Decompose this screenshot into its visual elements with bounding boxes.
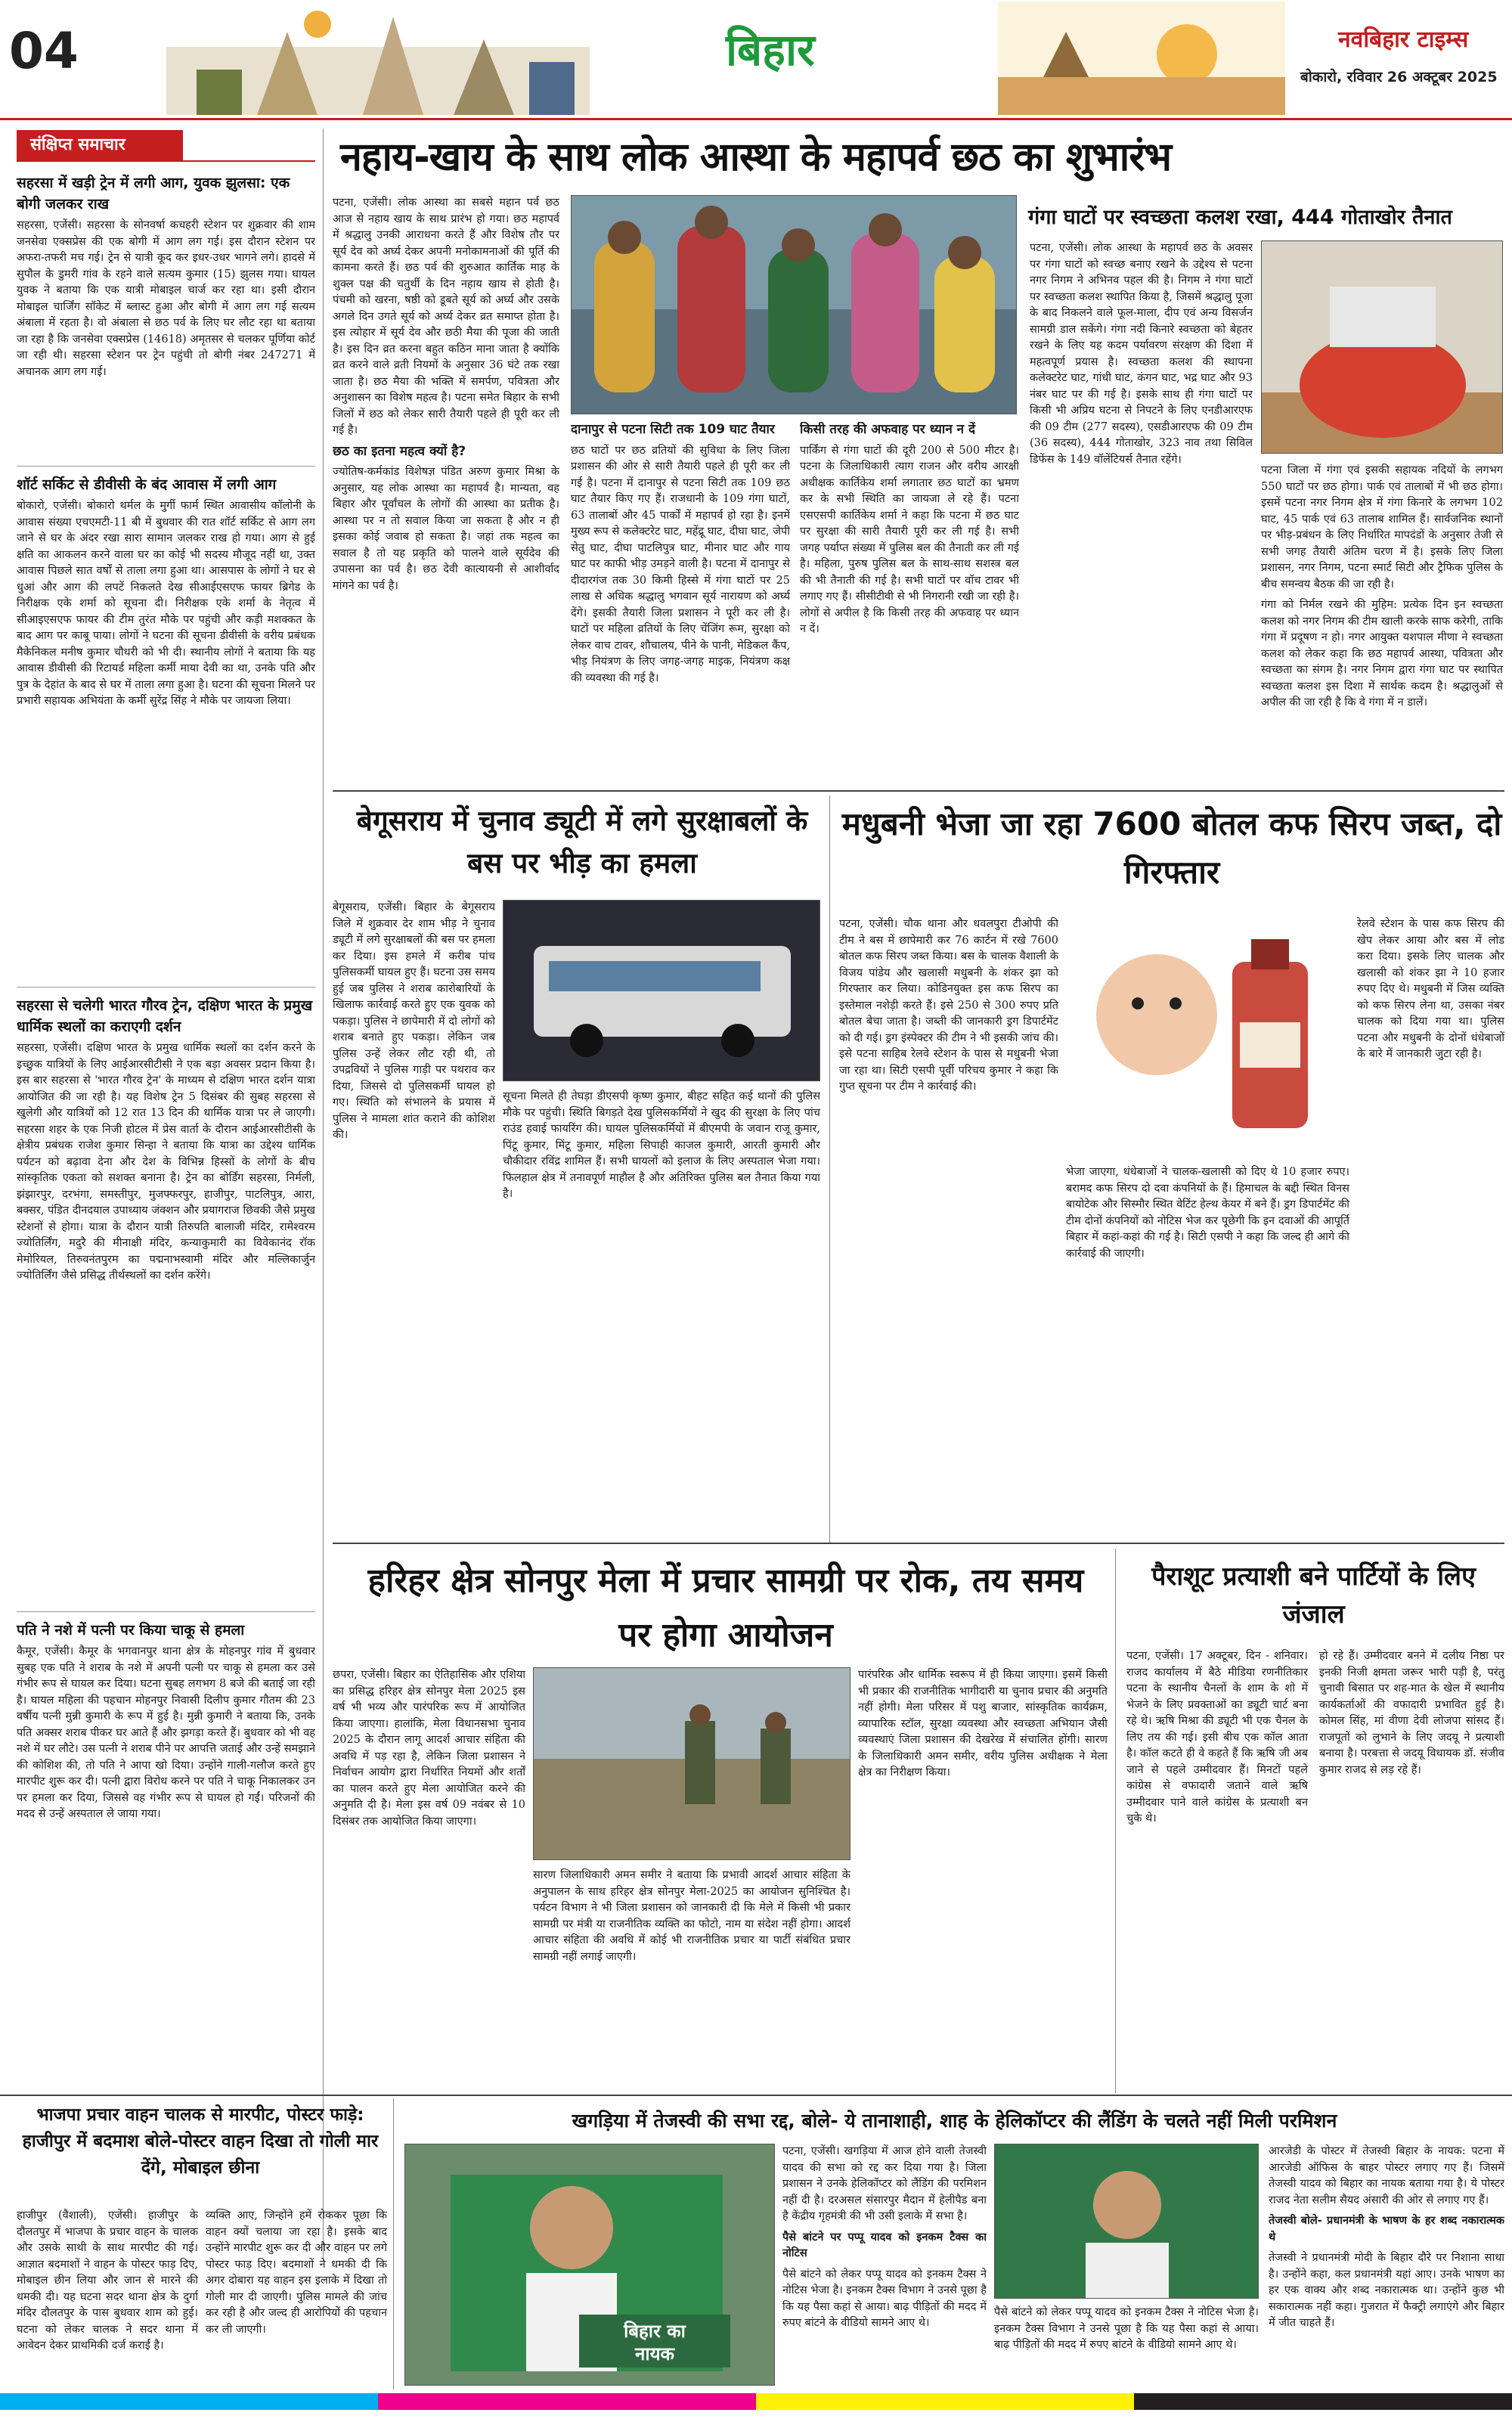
ganga-column-1: पटना, एजेंसी। लोक आस्था के महापर्व छठ के अवसर पर गंगा घाटों को स्वच्छ बनाए रखने के उद्देश्य से पटना नगर निगम ने अभिनव पहल की है। निगम ने गंगा घाटों पर स्वच्छता कलश स्थापित किया है, जिसमें श्रद्धालु पूजा के बाद निकलने वाले फूल-माला, दीप एवं अन्य विसर्जन सामग्री डाल सकेंगे। गंगा नदी किनारे स्वच्छता को बेहतर रखने के लिए यह कदम पर्यावरण संरक्षण की दिशा में महत्वपूर्ण प्रयास है। स्वच्छता कलश की स्थापना कलेक्टरेट घाट, गांधी घाट, कंगन घाट, भद्र घाट और 93 नंबर घाट पर की गई है। इसके साथ ही गंगा घाटों पर किसी भी अप्रिय घटना से निपटने के लिए एनडीआरएफ की 09 टीम (277 सदस्य), एसडीआरएफ की 09 टीम (36 सदस्य), 444 गोताखोर, 323 नाव तथा सिविल डिफेंस के 149 वॉलेंटियर्स तैनात रहेंगे।	[1030, 242, 1253, 466]
bjp-column-2: व्यक्ति आए, जिन्होंने हमें रोककर पूछा कि वाहन क्यों चलाया जा रहा है। इसके बाद उन्होंने मारपीट शुरू कर दी और वाहन पर लगे पोस्टर फाड़ दिए। बदमाशों ने धमकी दी कि अगर दोबारा यह वाहन इस इलाके में दिखा तो गोली मार दी जाएगी। पुलिस मामले की जांच कर रही है और जल्द ही आरोपियों की पहचान कर ली जाएगी।	[206, 2209, 387, 2336]
main-column-1: पटना, एजेंसी। लोक आस्था का सबसे महान पर्व छठ आज से नहाय खाय के साथ प्रारंभ हो गया। छठ महापर्व में श्रद्धालु उनकी आराधना करते हैं और विशेष तौर पर सूर्य देव को अर्घ्य देकर अपनी मनोकामनाओं की पूर्ति की कामना करते हैं। छठ पर्व की शुरुआत कार्तिक माह के शुक्ल पक्ष की चतुर्थी के दिन नहाय खाय से होती है। पंचमी को खरना, षष्ठी को डूबते सूर्य को अर्घ्य और उसके अगले दिन उगते सूर्य को अर्घ्य देकर व्रत समाप्त होता है। इस त्योहार में सूर्य देव और छठी मैया की पूजा की जाती है। इस दिन व्रत करना बहुत कठिन माना जाता है क्योंकि व्रत करने वाले व्रती नियमों के अनुसार 36 घंटे तक रखा जाता है। छठ मैया की भक्ति में समर्पण, पवित्रता और अनुशासन का विशेष महत्व है। पटना समेत बिहार के सभी जिलों में छठ को लेकर सारी तैयारी पहले ही पूरी कर ली गई है। छठ का इतना महत्व क्यों है? ज्योतिष-कर्मकांड विशेषज्ञ पंडित अरुण कुमार मिश्रा के अनुसार, यह लोक आस्था का महापर्व है। मान्यता, वह बिहार और पूर्वांचल के लोगों की आस्था का प्रतीक है। आस्था पर न तो सवाल किया जा सकता है और न ही इसका कोई जवाब हो सकता है। जहां तक महत्व का सवाल है तो यह प्रकृति को पालने वाले सूर्यदेव की उपासना का पर्व है। छठ देवी कात्यायनी से आशीर्वाद मांगने का पर्व है।	[333, 197, 559, 592]
brief-title: सहरसा से चलेगी भारत गौरव ट्रेन, दक्षिण भारत के प्रमुख धार्मिक स्थलों का कराएगी दर्शन	[17, 997, 313, 1035]
cough-syrup-illustration	[1066, 916, 1349, 1158]
header-illustration-left	[166, 2, 590, 115]
ganga-photo	[1261, 240, 1503, 454]
brief-column	[17, 130, 315, 2266]
madhubani-column-1: पटना, एजेंसी। चौक थाना और धवलपुरा टीओपी की टीम ने बस में छापेमारी कर 76 कार्टन में रखे 7600 बोतल कफ सिरप जब्त किया। बस के चालक वैशाली के विजय पांडेय और खलासी मधुबनी के शंकर झा को गिरफ्तार कर लिया। कोडिनयुक्त इस कफ सिरप का इस्तेमाल नशेड़ी करते हैं। इसे 250 से 300 रुपए प्रति बोतल बेचा जाता है। जब्ती की जानकारी ड्रग डिपार्टमेंट को दी गई। ड्रग इंस्पेक्टर की टीम ने भी इसकी जांच की। इसे पटना साहिब रेलवे स्टेशन के पास से मधुबनी भेजा जा रहा था। सिटी एसपी पूर्वी परिचय कुमार ने कहा कि गुप्त सूचना पर टीम ने कार्रवाई की।	[839, 918, 1058, 1093]
begusarai-column-2: सूचना मिलते ही तेघड़ा डीएसपी कृष्ण कुमार, बीहट सहित कई थानों की पुलिस मौके पर पहुंची। स्थिति बिगड़ते देख पुलिसकर्मियों ने खुद की सुरक्षा के लिए पांच राउंड हवाई फायरिंग की। घायल पुलिसकर्मियों में बीएमपी के जवान राजू कुमार, पिंटू कुमार, मिंटू कुमार, महिला सिपाही काजल कुमारी, आरती कुमारी और चौकीदार रविंद्र शामिल हैं। सभी घायलों को इलाज के लिए अस्पताल भेजा गया। फिलहाल क्षेत्र में तनावपूर्ण माहौल है और अतिरिक्त पुलिस बल तैनात किया गया है।	[503, 1090, 820, 1200]
bus-icon	[503, 901, 820, 1081]
madhubani-column-3: रेलवे स्टेशन के पास कफ सिरप की खेप लेकर आया और बस में लोड करा दिया। इसके लिए चालक और खलासी को शंकर झा ने 10 हजार रुपए दिए थे। मधुबनी में जिस व्यक्ति को कफ सिरप लेना था, उसका नंबर चालक को दिया गया था। पुलिस पटना और मधुबनी के दोनों धंधेबाजों के बारे में जानकारी जुटा रही है।	[1357, 918, 1504, 1060]
story-divider	[393, 2098, 394, 2389]
brief-body: बोकारो, एजेंसी। बोकारो थर्मल के मुर्गी फार्म स्थित आवासीय कॉलोनी के आवास संख्या एचएमटी-11 बी में बुधवार की रात शॉर्ट सर्किट से आग लग जाने से घर के अंदर रखा सारा सामान जलकर राख हो गया। आग से हुई क्षति का आकलन करने वाला घर का कोई भी सदस्य मौजूद नहीं था, उक्त आवास पिछले सात वर्षों से ताला लगा हुआ था। आसपास के लोगों ने घर से धुआं और आग की लपटें निकलते देख सीआईएसएफ फायर ब्रिगेड के निरीक्षक एके शर्मा को सूचना दी। निरीक्षक एके शर्मा के नेतृत्व में सीआइएसएफ फायर की टीम तुरंत मौके पर पहुंची और कड़ी मशक्कत के बाद आग पर काबू पाया। लोगों ने घटना की सूचना डीवीसी के वरीय प्रबंधक मैकेनिकल मनीष कुमार चौधरी को भी दी। स्थानीय लोगों ने बताया कि यह आवास डीवीसी की रिटायर्ड महिला कर्मी माया देवी का था, उनके पति और पुत्र के देहांत के बाद से घर में ताला लगा हुआ है। घटना की सूचना मिलने पर प्रभारी सहायक अभियंता के कर्मी सुरेंद्र सिंह ने मौके पर जायजा लिया।	[17, 500, 315, 707]
harihar-column-2: सारण जिलाधिकारी अमन समीर ने बताया कि प्रभावी आदर्श आचार संहिता के अनुपालन के साथ हरिहर क्षेत्र सोनपुर मेला-2025 का आयोजन सुनिश्चित है। पर्यटन विभाग ने भी जिला प्रशासन को जानकारी दी कि मेले में किसी भी प्रकार सामग्री पर मंत्री या राजनीतिक व्यक्ति का फोटो, नाम या संदेश नहीं होगा। आदर्श आचार संहिता की अवधि में कोई भी राजनीतिक प्रचार या पार्टी संबंधित प्रचार सामग्री नहीं लगाई जाएगी।	[533, 1869, 850, 1963]
harihar-headline: हरिहर क्षेत्र सोनपुर मेला में प्रचार सामग्री पर रोक, तय समय पर होगा आयोजन	[367, 1561, 1084, 1654]
parachute-headline: पैराशूट प्रत्याशी बने पार्टियों के लिए जंजाल	[1151, 1561, 1476, 1630]
cleanliness-urn-icon	[1262, 241, 1503, 454]
brief-body: सहरसा, एजेंसी। दक्षिण भारत के प्रमुख धार्मिक स्थलों का दर्शन करने के इच्छुक यात्रियों के लिए आईआरसीटीसी ने एक बड़ा अवसर प्रदान किया है। इस बार सहरसा से 'भारत गौरव ट्रेन' के माध्यम से दक्षिण भारत दर्शन यात्रा आयोजित की जा रही है। यह विशेष ट्रेन 5 दिसंबर की सुबह सहरसा से खुलेगी और यात्रियों को 12 रात 13 दिन की धार्मिक यात्रा पर ले जाएगी। सहरसा शहर के एक निजी होटल में प्रेस वार्ता के दौरान आईआरसीटीसी के क्षेत्रीय प्रबंधक राजेश कुमार सिन्हा ने बताया कि यात्रा का उद्देश्य धार्मिक पर्यटन को बढ़ावा देना और देश के विभिन्न हिस्सों के लोगों के बीच सांस्कृतिक एकता को सशक्त बनाना है। ट्रेन का बोर्डिंग सहरसा, निर्मली, झंझारपुर, दरभंगा, समस्तीपुर, मुजफ्फरपुर, हाजीपुर, पाटलिपुत्र, आरा, बक्सर, पंडित दीनदयाल उपाध्याय जंक्शन और प्रयागराज छिवकी जैसे प्रमुख स्टेशनों से होगा। यात्रा के दौरान यात्री तिरुपति बालाजी मंदिर, रामेश्वरम ज्योतिर्लिंग, मदुरै की मीनाक्षी मंदिर, कन्याकुमारी का विवेकानंद रॉक मेमोरियल, तिरुवनंतपुरम का पद्मनाभस्वामी मंदिर और मल्लिकार्जुन ज्योतिर्लिंग जैसे प्रसिद्ध तीर्थस्थलों का दर्शन करेंगे।	[17, 1042, 315, 1282]
brief-item	[17, 474, 315, 979]
rising-sun-icon	[998, 2, 1285, 115]
bjp-headline: भाजपा प्रचार वाहन चालक से मारपीट, पोस्टर फाड़े: हाजीपुर में बदमाश बोले-पोस्टर वाहन दिखा तो गोली मार देंगे, मोबाइल छीना	[22, 2105, 379, 2178]
ganga-headline: गंगा घाटों पर स्वच्छता कलश रखा, 444 गोताखोर तैनात	[1028, 206, 1452, 229]
header-illustration-right	[998, 2, 1285, 115]
khagaria-headline: खगड़िया में तेजस्वी की सभा रद्द, बोले- ये तानाशाही, शाह के हेलिकॉप्टर की लैंडिंग के चलते नहीं मिली परमिशन	[572, 2110, 1337, 2132]
speaker-icon	[995, 2144, 1259, 2299]
photo-banner: बिहार का नायक	[624, 2321, 686, 2364]
brief-divider	[323, 129, 324, 2261]
header-art-icon	[166, 2, 590, 115]
parachute-column-1: पटना, एजेंसी। 17 अक्टूबर, दिन - शनिवार। राजद कार्यालय में बैठे मीडिया रणनीतिकार पटना के स्थानीय चैनलों के शाम के शो में भेजने के लिए प्रवक्ताओं का ड्यूटी चार्ट बना रहे थे। ऋषि मिश्रा की ड्यूटी भी एक चैनल के लिए तय की गई। इसी बीच एक कॉल आता है। कॉल कटते ही वे कहते हैं कि ऋषि जी अब जाने से पहले उम्मीदवार हैं। मिनटों पहले कांग्रेस से वफादारी जताने वाले ऋषि उम्मीदवार पाने वाले कांग्रेस के प्रत्याशी बन चुके थे।	[1126, 1650, 1308, 1825]
ganga-column-3: पटना जिला में गंगा एवं इसकी सहायक नदियों के लगभग 550 घाटों पर छठ होगा। पार्क एवं तालाबों में भी छठ होगा। इसमें पटना नगर निगम क्षेत्र में गंगा किनारे के लगभग 102 घाट, 45 पार्क एवं 63 तालाब शामिल हैं। सार्वजनिक स्थानों पर भीड़-प्रबंधन के लिए निर्धारित मापदंडों के अनुसार तेजी से सभी जगह तैयारी अंतिम चरण में है। इसके लिए जिला प्रशासन, नगर निगम, पटना स्मार्ट सिटी और ट्रैफिक पुलिस के बीच समन्वय बैठक की जा रही है। गंगा को निर्मल रखने की मुहिम: प्रत्येक दिन इन स्वच्छता कलश को नगर निगम की टीम खाली करके साफ करेगी, ताकि गंगा में प्रदूषण न हो। नगर आयुक्त यशपाल मीणा ने स्वच्छता कलश को लेकर कहा कि छठ महापर्व आस्था, पवित्रता और स्वच्छता का संगम है। नगर निगम द्वारा गंगा घाट पर स्थापित स्वच्छता कलश इस दिशा में सार्थक कदम है। श्रद्धालुओं से अपील की जा रही है कि वे गंगा में न डालें।	[1261, 464, 1503, 709]
begusarai-column-1b	[333, 1168, 495, 1539]
brief-body: सहरसा, एजेंसी। सहरसा के सोनवर्षा कचहरी स्टेशन पर शुक्रवार की शाम जनसेवा एक्सप्रेस की एक बोगी में आग लग गई। इस दौरान स्टेशन पर अफरा-तफरी मच गई। ट्रेन से यात्री कूद कर इधर-उधर भागने लगे। हादसे में सुपौल के डुमरी गांव के रहने वाले सत्यम कुमार (15) झुलस गया। घायल युवक ने बताया कि एक यात्री मोबाइल चार्ज कर रहा था। इसी दौरान मोबाइल चार्जिंग सॉकेट में ब्लास्ट हुआ और बोगी में आग लग गई सत्यम अंबाला में रहता है। वो अंबाला से छठ पर्व के लिए घर लौट रहा था बताया जा रहा है कि जनसेवा एक्सप्रेस (14618) अमृतसर से चलकर पूर्णिया कोर्ट जा रही थी। सहरसा स्टेशन पर ट्रेन पहुंची तो बोगी नंबर 247271 में अचानक आग लग गई।	[17, 219, 315, 378]
bus-photo	[503, 900, 820, 1081]
begusarai-column-1: बेगूसराय, एजेंसी। बिहार के बेगूसराय जिले में शुक्रवार देर शाम भीड़ ने चुनाव ड्यूटी में लगे सुरक्षाबलों की बस पर हमला कर दिया। इस हमले में करीब पांच पुलिसकर्मी घायल हुए हैं। घटना उस समय हुई जब पुलिस ने शराब कारोबारियों के खिलाफ कार्रवाई करते हुए एक युवक को पकड़ा। पुलिस ने छापेमारी में दो लोगों को शराब बनाते हुए पकड़ा। लेकिन जब पुलिस उन्हें लेकर लौट रही थी, तो उपद्रवियों ने पुलिस गाड़ी पर पथराव कर दिया, जिससे दो पुलिसकर्मी घायल हो गए। स्थिति को संभालने के प्रयास में पुलिस ने मामला शांत कराने की कोशिश की।	[333, 901, 495, 1141]
section-rule	[0, 2095, 1512, 2096]
bjp-column-1: हाजीपुर (वैशाली), एजेंसी। हाजीपुर के दौलतपुर में भाजपा के प्रचार वाहन के चालक और उसके साथी के साथ मारपीट की गई। आज्ञात बदमाशों ने वाहन के पोस्टर फाड़ दिए, मोबाइल छीन लिया और जान से मारने की धमकी दी। यह घटना सदर थाना क्षेत्र के दुर्गा मंदिर दौलतपुर के पास बुधवार शाम को हुई। घटना को लेकर चालक ने सदर थाना में आवेदन देकर प्राथमिकी दर्ज कराई है।	[17, 2209, 198, 2352]
tejashwi-photo	[404, 2144, 775, 2386]
dateline: बोकारो, रविवार 26 अक्टूबर 2025	[1300, 69, 1498, 85]
color-registration-bar	[0, 2393, 1512, 2410]
brief-item	[17, 1620, 315, 2073]
parachute-column-2: हो रहे हैं। उम्मीदवार बनने में दलीय निष्ठा पर इनकी निजी क्षमता जरूर भारी पड़ी है, परंतु चुनावी बिसात पर शह-मात के खेल में स्थानीय कार्यकर्ताओं की वफादारी प्रभावित हुई है। कोमल सिंह, मां वीणा देवी लोजपा सांसद हैं। राजपूतों को लुभाने के लिए जदयू ने प्रत्याशी बनाया है। परबत्ता से जदयू विधायक डॉ. संजीव कुमार राजद से लड़ रहे हैं।	[1319, 1650, 1504, 1776]
brief-label: संक्षिप्त समाचार	[17, 130, 183, 160]
khagaria-subheading: पैसे बांटने पर पप्पू यादव को इनकम टैक्स का नोटिस	[782, 2231, 987, 2259]
brief-body: कैमूर, एजेंसी। कैमूर के भगवानपुर थाना क्षेत्र के मोहनपुर गांव में बुधवार सुबह एक पति ने शराब के नशे में अपनी पत्नी पर चाकू से हमला कर उसे गंभीर रूप से घायल कर दिया। घटना सुबह लगभग 8 बजे की बताई जा रही है। घायल महिला की पहचान मोहनपुर निवासी दिलीप कुमार गौतम की 23 वर्षीय पत्नी मुन्नी कुमारी के रूप में हुई है। मुन्नी कुमारी ने बताया कि, उनके पति अक्सर शराब पीकर घर आते हैं और झगड़ा करते हैं। बुधवार को भी वह नशे में घर लौटे। उस पत्नी ने शराब पीने पर आपत्ति जताई और उन्हें समझाने की कोशिश की, तो पति ने आपा खो दिया। उन्होंने गाली-गलौज करते हुए मारपीट शुरू कर दी। पत्नी द्वारा विरोध करने पर पति ने चाकू निकालकर उन पर हमला कर दिया, जिससे वह गंभीर रूप से घायल हो गईं। परिजनों की मदद से उन्हें अस्पताल ले जाया गया।	[17, 1645, 315, 1820]
syrup-bottle-icon	[1066, 916, 1349, 1158]
page-number: 04	[9, 22, 79, 80]
khagaria-subheading: तेजस्वी बोले- प्रधानमंत्री के भाषण के हर शब्द नकारात्मक थे	[1269, 2215, 1504, 2243]
brief-item	[17, 172, 315, 458]
story-divider	[829, 795, 830, 1544]
page-header	[0, 0, 1512, 119]
harihar-column-1: छपरा, एजेंसी। बिहार का ऐतिहासिक और एशिया का प्रसिद्ध हरिहर क्षेत्र सोनपुर मेला 2025 इस वर्ष भी भव्य और पारंपरिक रूप में आयोजित किया जाएगा। हालांकि, मेला विधानसभा चुनाव 2025 के दौरान लागू आदर्श आचार संहिता की अवधि में पड़ रहा है, लेकिन जिला प्रशासन ने निर्वाचन आयोग द्वारा निर्धारित नियमों और शर्तों का पालन करते हुए मेला आयोजित करने की अनुमति दी है। मेला इस वर्ष 09 नवंबर से 10 दिसंबर तक आयोजित किया जाएगा।	[333, 1669, 525, 1828]
police-ground-icon	[534, 1668, 850, 1860]
brief-item	[17, 995, 315, 1604]
khagaria-column-1: पटना, एजेंसी। खगड़िया में आज होने वाली तेजस्वी यादव की सभा को रद्द कर दिया गया है। जिला प्रशासन ने उनके हेलिकॉप्टर को लैंडिंग की परमिशन नहीं दी है। दरअसल संसारपुर मैदान में हेलीपैड बना है केंद्रीय गृहमंत्री की भी उसी इलाके में सभा है। पैसे बांटने पर पप्पू यादव को इनकम टैक्स का नोटिस पैसे बांटने को लेकर पप्पू यादव को इनकम टैक्स ने नोटिस भेजा है। इनकम टैक्स विभाग ने उनसे पूछा है कि यह पैसा कहां से आया। बाढ़ पीड़ितों की मदद में रुपए बांटने के वीडियो सामने आए थे।	[782, 2145, 987, 2329]
brief-title: सहरसा में खड़ी ट्रेन में लगी आग, युवक झुलसा: एक बोगी जलकर राख	[17, 175, 290, 212]
main-headline: नहाय-खाय के साथ लोक आस्था के महापर्व छठ का शुभारंभ	[340, 135, 1172, 180]
story-divider	[1115, 1549, 1116, 2093]
khagaria-column-2: पैसे बांटने को लेकर पप्पू यादव को इनकम टैक्स ने नोटिस भेजा है। इनकम टैक्स विभाग ने उनसे पूछा है कि यह पैसा कहां से आया। बाढ़ पीड़ितों की मदद में रुपए बांटने के वीडियो सामने आए थे।	[994, 2306, 1259, 2351]
section-rule	[333, 790, 1504, 792]
header-rule	[0, 118, 1512, 120]
madhubani-headline: मधुबनी भेजा जा रहा 7600 बोतल कफ सिरप जब्त, दो गिरफ्तार	[841, 805, 1502, 891]
mela-photo	[533, 1667, 850, 1860]
brief-title: शॉर्ट सर्किट से डीवीसी के बंद आवास में लगी आग	[17, 476, 277, 493]
tejashwi-closeup-photo	[994, 2144, 1259, 2299]
khagaria-column-3: आरजेडी के पोस्टर में तेजस्वी बिहार के नायक: पटना में आरजेडी ऑफिस के बाहर पोस्टर लगाए गए हैं। जिसमें तेजस्वी यादव को बिहार का नायक बताया गया है। ये पोस्टर राजद नेता सलीम सैयद अंसारी की ओर से लगाए गए हैं। तेजस्वी बोले- प्रधानमंत्री के भाषण के हर शब्द नकारात्मक थे तेजस्वी ने प्रधानमंत्री मोदी के बिहार दौरे पर निशाना साधा है। उन्होंने कहा, कल प्रधानमंत्री यहां आए। उनके भाषण का हर एक वाक्य और शब्द नकारात्मक था। उन्होंने कुछ भी सकारात्मक नहीं कहा। गुजरात में फैक्ट्री लगाएंगे और बिहार में जीत चाहते हैं।	[1269, 2145, 1504, 2329]
main-column-2: दानापुर से पटना सिटी तक 109 घाट तैयार छठ घाटों पर छठ व्रतियों की सुविधा के लिए जिला प्रशासन की ओर से सारी तैयारी पहले ही पूरी कर ली गई है। पटना में दानापुर से पटना सिटी तक 109 छठ घाट तैयार किए गए हैं। राजधानी के 109 गंगा घाटों, 63 तालाबों और 45 पार्कों में महापर्व हो रहा है। इनमें मुख्य रूप से कलेक्टरेट घाट, महेंद्रू घाट, दीघा घाट, जेपी सेतु घाट, दीघा पाटलिपुत्र घाट, मीनार घाट और गाय घाट पर काफी भीड़ उमड़ने वाली है। पटना में दानापुर से दीदारगंज तक 30 किमी हिस्से में गंगा घाटों पर 25 लाख से अधिक श्रद्धालु भगवान सूर्य नारायण को अर्घ्य देंगे। इसकी तैयारी जिला प्रशासन ने पूरी कर ली है। घाटों पर महिला व्रतियों के लिए चेंजिंग रूम, सुरक्षा को लेकर वाच टावर, शौचालय, पीने के पानी, मेडिकल कैंप, भीड़ नियंत्रण के लिए जगह-जगह माइक, नियंत्रण कक्ष की व्यवस्था की गई है।	[571, 422, 790, 684]
madhubani-column-2: भेजा जाएगा, धंधेबाजों ने चालक-खलासी को दिए थे 10 हजार रुपए। बरामद कफ सिरप दो दवा कंपनियों के हैं। हिमाचल के बद्दी स्थित विनस बायोटेक और सिस्मौर स्थित वेटिंट हेल्थ केयर में बने हैं। ड्रग डिपार्टमेंट की टीम दोनों कंपनियों को नोटिस भेज कर पूछेगी कि इन दवाओं की आपूर्ति बिहार में कहां-कहां की गई है। सिटी एसपी ने कहा कि जल्द ही आगे की कार्रवाई की जाएगी।	[1066, 1166, 1349, 1260]
harihar-column-3: पारंपरिक और धार्मिक स्वरूप में ही किया जाएगा। इसमें किसी भी प्रकार की राजनीतिक भागीदारी या चुनाव प्रचार की अनुमति नहीं होगी। मेला परिसर में पशु बाजार, सांस्कृतिक कार्यक्रम, व्यापारिक स्टॉल, सुरक्षा व्यवस्था और स्वच्छता अभियान जैसी व्यवस्थाएं जिला प्रशासन की देखरेख में संचालित होंगी। सारण के जिलाधिकारी अमन समीर, वरीय पुलिस अधीक्षक ने मेला क्षेत्र का निरीक्षण किया।	[858, 1669, 1108, 1778]
section-rule	[333, 1543, 1504, 1544]
begusarai-headline: बेगूसराय में चुनाव ड्यूटी में लगे सुरक्षाबलों के बस पर भीड़ का हमला	[356, 805, 808, 879]
brief-title: पति ने नशे में पत्नी पर किया चाकू से हमला	[17, 1622, 245, 1639]
devotees-photo-icon	[572, 196, 1017, 414]
main-subheading: छठ का इतना महत्व क्यों है?	[333, 443, 466, 459]
section-banner	[590, 14, 998, 89]
masthead: नवबिहार टाइम्स	[1338, 26, 1469, 53]
chhath-photo	[571, 195, 1017, 414]
main-subheading: किसी तरह की अफवाह पर ध्यान न दें	[800, 422, 976, 437]
main-column-3: किसी तरह की अफवाह पर ध्यान न दें पार्किंग से गंगा घाटों की दूरी 200 से 500 मीटर है। पटना के जिलाधिकारी त्याग राजन और वरीय आरक्षी अधीक्षक कार्तिकेय शर्मा लगातार छठ घाटों का भ्रमण कर के सभी स्थिति का जायजा ले रहे हैं। पटना एसएसपी कार्तिकेय शर्मा ने कहा कि पटना में छठ घाट पर सुरक्षा की सारी तैयारी पूरी कर ली गई है। सभी जगह पर्याप्त संख्या में पुलिस बल की तैनाती कर ली गई है। महिला, पुरुष पुलिस बल के साथ-साथ सशस्त्र बल की भी तैनाती की गई है। सभी घाटों पर वॉच टावर भी लगाए गए हैं। सीसीटीवी से भी निगरानी रखी जा रही है। लोगों से अपील है कि किसी तरह की अफवाह पर ध्यान न दें।	[800, 422, 1019, 635]
section-title: बिहार	[726, 24, 815, 76]
photo-caption: दानापुर से पटना सिटी तक 109 घाट तैयार	[571, 422, 775, 437]
